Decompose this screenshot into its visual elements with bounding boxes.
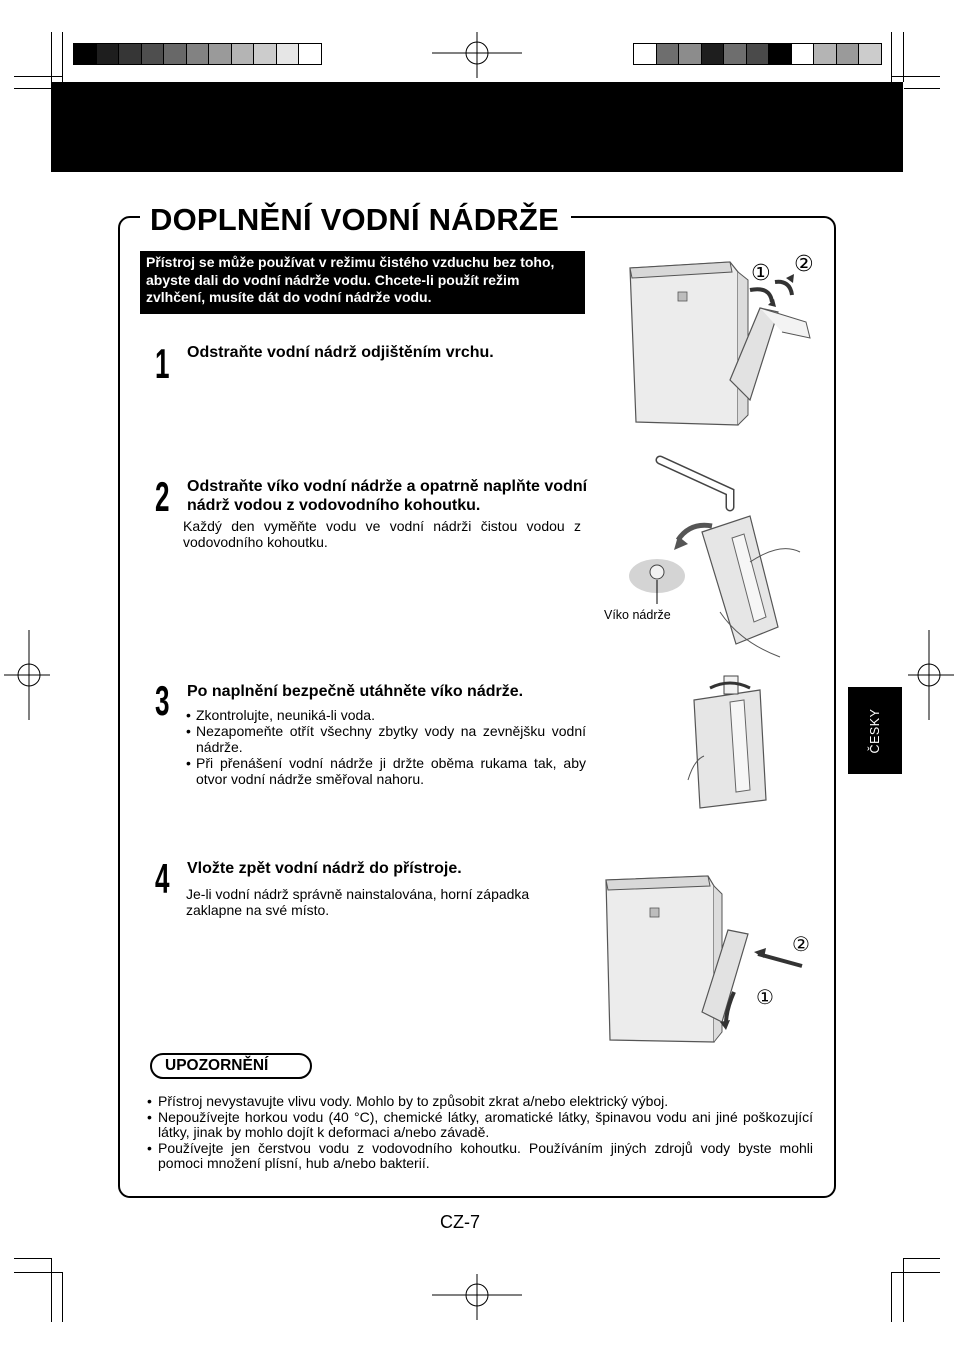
- bullet-item: • Při přenášení vodní nádrže ji držte oběma rukama tak, aby otvor vodní nádrže směřoval nahoru.: [186, 755, 586, 787]
- callout-2: ②: [794, 251, 814, 276]
- caution-list: [147, 1094, 813, 1172]
- crop-mark: [14, 1258, 51, 1259]
- color-swatch: [723, 43, 747, 65]
- illustration-fill-tank: [620, 452, 820, 662]
- crop-mark: [903, 1258, 904, 1322]
- tank-cap-caption: Víko nádrže: [604, 608, 671, 622]
- color-swatch: [253, 43, 277, 65]
- color-swatch: [836, 43, 860, 65]
- step-3-number: 3: [155, 677, 170, 724]
- color-swatch: [746, 43, 770, 65]
- language-tab-label: ČESKY: [868, 708, 882, 753]
- color-swatch: [186, 43, 210, 65]
- crop-mark: [51, 1258, 52, 1322]
- caution-item: • Přístroj nevystavujte vlivu vody. Mohlo by to způsobit zkrat a/nebo elektrický výboj.: [147, 1094, 813, 1110]
- step-3-title: Po naplnění bezpečně utáhněte víko nádrže.: [187, 683, 524, 700]
- color-swatch: [633, 43, 657, 65]
- bullet-item: • Nezapomeňte otřít všechny zbytky vody na zevnějšku vodní nádrže.: [186, 723, 586, 755]
- step-3-bullets: [186, 707, 586, 787]
- step-4-number: 4: [155, 855, 170, 902]
- crop-mark: [904, 1258, 940, 1259]
- crop-mark: [51, 32, 52, 82]
- title-wrap: [140, 200, 571, 240]
- color-swatch: [96, 43, 120, 65]
- callout-1: ①: [751, 260, 771, 285]
- step-1-title: Odstraňte vodní nádrž odjištěním vrchu.: [187, 344, 494, 361]
- page-title: DOPLNĚNÍ VODNÍ NÁDRŽE: [150, 202, 559, 237]
- caution-item: • Používejte jen čerstvou vodu z vodovodního kohoutku. Používáním jiných zdrojů vody byste mohli pomoci množení plísní, hub a/nebo bakterií.: [147, 1141, 813, 1172]
- crop-mark: [62, 1272, 63, 1322]
- crop-mark: [904, 88, 940, 89]
- caution-item: • Nepoužívejte horkou vodu (40 °C), chemické látky, aromatické látky, špinavou vodu ani jiné poškozující látky, jinak by mohlo dojít k deformaci a/nebo závadě.: [147, 1110, 813, 1141]
- step-1-number: 1: [155, 340, 170, 387]
- color-swatch: [276, 43, 300, 65]
- header-band: [51, 82, 903, 172]
- color-swatch: [813, 43, 837, 65]
- illustration-tighten-cap: [680, 660, 800, 820]
- color-swatch: [656, 43, 680, 65]
- illustration-remove-tank: [620, 250, 820, 440]
- color-swatch: [678, 43, 702, 65]
- intro-box: Přístroj se může používat v režimu čistého vzduchu bez toho, abyste dali do vodní nádrže vodu. Chcete-li použít režim zvlhčení, musíte dát do vodní nádrže vodu.: [140, 251, 585, 314]
- registration-mark-top: [432, 32, 522, 82]
- caution-label: UPOZORNĚNÍ: [150, 1053, 312, 1079]
- language-tab: [848, 687, 902, 774]
- crop-mark: [903, 32, 904, 82]
- crop-mark: [62, 32, 63, 82]
- color-swatch: [118, 43, 142, 65]
- color-swatch: [701, 43, 725, 65]
- page-number: CZ-7: [440, 1212, 480, 1232]
- crop-mark: [891, 32, 892, 82]
- crop-mark: [892, 76, 940, 77]
- registration-mark-right: [904, 630, 954, 720]
- illustration-insert-tank: [598, 872, 818, 1052]
- color-swatch: [73, 43, 97, 65]
- color-swatch: [141, 43, 165, 65]
- registration-mark-left: [4, 630, 54, 720]
- color-swatch: [298, 43, 322, 65]
- color-swatch: [768, 43, 792, 65]
- step-2-title: Odstraňte víko vodní nádrže a opatrně naplňte vodní nádrž vodou z vodovodního kohoutku.: [187, 478, 588, 514]
- crop-mark: [14, 1272, 62, 1273]
- color-swatch: [858, 43, 882, 65]
- color-swatch: [163, 43, 187, 65]
- color-swatch: [791, 43, 815, 65]
- registration-mark-bottom: [432, 1270, 522, 1320]
- color-swatch: [231, 43, 255, 65]
- color-swatch: [208, 43, 232, 65]
- crop-mark: [892, 1272, 940, 1273]
- callout-2: ②: [792, 934, 810, 956]
- crop-mark: [891, 1272, 892, 1322]
- step-2-number: 2: [155, 473, 170, 520]
- crop-mark: [14, 88, 51, 89]
- step-2-text: Každý den vyměňte vodu ve vodní nádrži čistou vodou z vodovodního kohoutku.: [183, 518, 581, 550]
- callout-1: ①: [756, 987, 774, 1009]
- step-4-title: Vložte zpět vodní nádrž do přístroje.: [187, 860, 462, 877]
- bullet-item: • Zkontrolujte, neuniká-li voda.: [186, 707, 586, 723]
- crop-mark: [14, 76, 62, 77]
- step-4-text: Je-li vodní nádrž správně nainstalována, horní západka zaklapne na své místo.: [186, 886, 530, 918]
